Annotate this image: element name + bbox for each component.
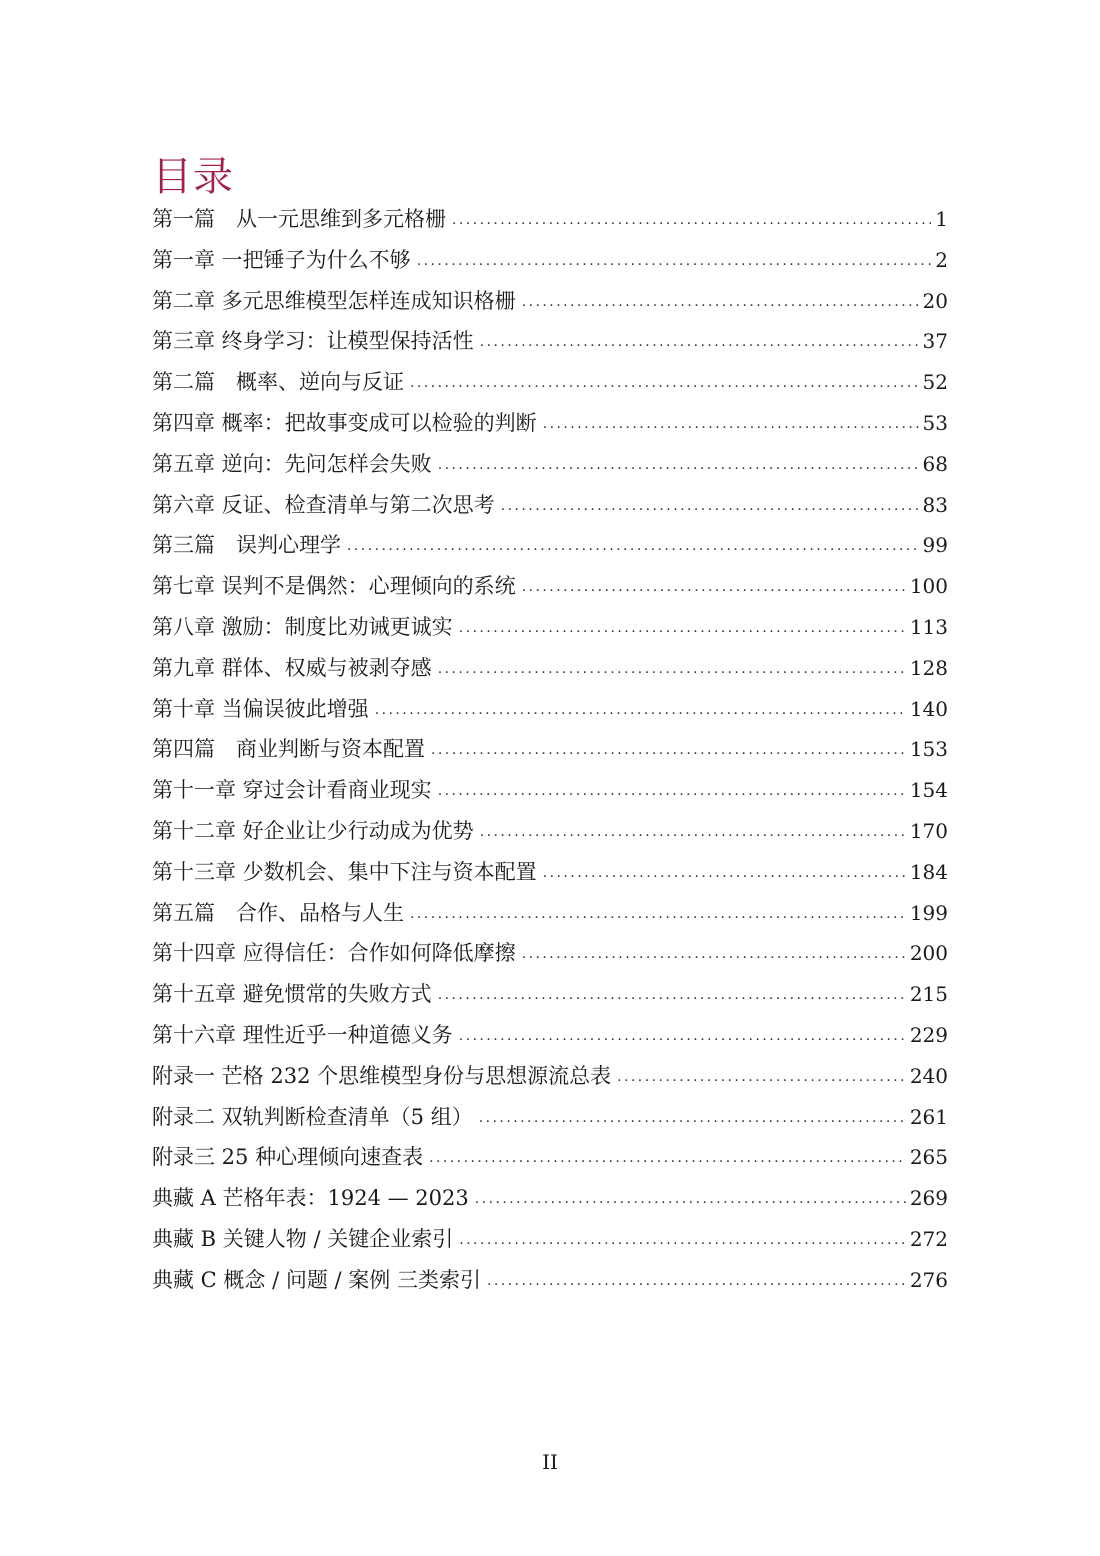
toc-entry[interactable] <box>152 1219 948 1260</box>
toc-entry-page-number: 68 <box>922 451 948 476</box>
toc-entry-label: 第三篇 误判心理学 <box>152 533 341 558</box>
toc-entry[interactable] <box>152 321 948 362</box>
toc-entry-page-number: 1 <box>935 207 948 231</box>
toc-entry-label: 第二章 多元思维模型怎样连成知识格栅 <box>152 288 516 313</box>
toc-entry[interactable] <box>152 729 948 770</box>
toc-entry-label: 第一篇 从一元思维到多元格栅 <box>152 207 446 231</box>
toc-entry-page-number: 272 <box>909 1226 948 1251</box>
toc-entry-page-number: 20 <box>922 288 948 313</box>
toc-entry-label: 第八章 激励：制度比劝诫更诚实 <box>152 614 453 639</box>
toc-leader-dots <box>480 319 919 363</box>
toc-entry-label: 第十章 当偏误彼此增强 <box>152 696 369 721</box>
toc-leader-dots <box>522 931 906 975</box>
toc-entry-page-number: 100 <box>909 574 948 599</box>
toc-entry[interactable] <box>152 689 948 730</box>
toc-entry[interactable] <box>152 485 948 526</box>
toc-leader-dots <box>522 564 906 608</box>
toc-leader-dots <box>438 768 906 812</box>
toc-entry-page-number: 83 <box>922 492 948 517</box>
toc-leader-dots <box>479 1095 906 1139</box>
toc-entry[interactable] <box>152 240 948 281</box>
toc-entry-page-number: 52 <box>922 370 948 395</box>
toc-entry[interactable] <box>152 770 948 811</box>
toc-entry[interactable] <box>152 1137 948 1178</box>
toc-entry[interactable] <box>152 974 948 1015</box>
toc-entry-page-number: 128 <box>909 655 948 680</box>
toc-leader-dots <box>431 727 906 771</box>
toc-leader-dots <box>475 1176 906 1220</box>
toc-entry-page-number: 184 <box>909 859 948 884</box>
toc-leader-dots <box>459 1217 906 1261</box>
toc-entry[interactable] <box>152 648 948 689</box>
toc-entry[interactable] <box>152 933 948 974</box>
toc-entry-label: 典藏 A 芒格年表：1924 — 2023 <box>152 1186 469 1211</box>
toc-entry-page-number: 37 <box>922 329 948 354</box>
toc-entry-page-number: 140 <box>909 696 948 721</box>
toc-entry-label: 附录一 芒格 232 个思维模型身份与思想源流总表 <box>152 1063 612 1088</box>
toc-entry-page-number: 99 <box>922 533 948 558</box>
toc-entry-label: 第十一章 穿过会计看商业现实 <box>152 778 432 803</box>
toc-entry[interactable] <box>152 811 948 852</box>
toc-leader-dots <box>417 238 932 282</box>
toc-leader-dots <box>543 850 906 894</box>
toc-entry-label: 典藏 B 关键人物 / 关键企业索引 <box>152 1226 454 1251</box>
toc-entry[interactable] <box>152 403 948 444</box>
toc-entry[interactable] <box>152 1015 948 1056</box>
toc-leader-dots <box>480 809 906 853</box>
toc-entry-label: 第十五章 避免惯常的失败方式 <box>152 982 432 1007</box>
toc-entry-label: 第十三章 少数机会、集中下注与资本配置 <box>152 859 537 884</box>
toc-leader-dots <box>429 1135 906 1179</box>
toc-entry-label: 第四篇 商业判断与资本配置 <box>152 737 425 762</box>
toc-entry[interactable] <box>152 281 948 322</box>
toc-entry-label: 第六章 反证、检查清单与第二次思考 <box>152 492 495 517</box>
toc-entry-label: 第五章 逆向：先问怎样会失败 <box>152 451 432 476</box>
page-title: 目录 <box>152 153 234 200</box>
table-of-contents <box>152 199 948 1301</box>
toc-entry-page-number: 154 <box>909 778 948 803</box>
toc-entry[interactable] <box>152 525 948 566</box>
toc-entry-page-number: 153 <box>909 737 948 762</box>
toc-entry-label: 第十二章 好企业让少行动成为优势 <box>152 818 474 843</box>
toc-entry-label: 典藏 C 概念 / 问题 / 案例 三类索引 <box>152 1267 481 1292</box>
toc-leader-dots <box>347 523 919 567</box>
toc-entry[interactable] <box>152 362 948 403</box>
toc-entry-page-number: 276 <box>909 1267 948 1292</box>
toc-entry-page-number: 261 <box>909 1104 948 1129</box>
toc-entry[interactable] <box>152 1097 948 1138</box>
toc-entry-label: 附录三 25 种心理倾向速查表 <box>152 1145 424 1170</box>
toc-entry-label: 第三章 终身学习：让模型保持活性 <box>152 329 474 354</box>
toc-entry-page-number: 215 <box>909 982 948 1007</box>
toc-entry[interactable] <box>152 444 948 485</box>
toc-entry[interactable] <box>152 566 948 607</box>
toc-leader-dots <box>375 687 906 731</box>
toc-entry-page-number: 265 <box>909 1145 948 1170</box>
toc-entry-label: 第五篇 合作、品格与人生 <box>152 900 404 925</box>
toc-entry-page-number: 229 <box>909 1022 948 1047</box>
toc-entry-label: 第九章 群体、权威与被剥夺感 <box>152 655 432 680</box>
toc-entry-label: 附录二 双轨判断检查清单（5 组） <box>152 1104 473 1129</box>
toc-leader-dots <box>487 1258 906 1302</box>
toc-leader-dots <box>438 442 919 486</box>
toc-entry-page-number: 170 <box>909 818 948 843</box>
toc-entry-label: 第十六章 理性近乎一种道德义务 <box>152 1022 453 1047</box>
toc-entry-page-number: 2 <box>935 247 948 272</box>
toc-entry[interactable] <box>152 607 948 648</box>
page-number: II <box>542 1450 558 1474</box>
toc-entry[interactable] <box>152 1260 948 1301</box>
toc-leader-dots <box>452 197 931 241</box>
toc-entry-page-number: 200 <box>909 941 948 966</box>
toc-leader-dots <box>501 483 919 527</box>
toc-entry-page-number: 240 <box>909 1063 948 1088</box>
toc-entry-label: 第一章 一把锤子为什么不够 <box>152 247 411 272</box>
toc-leader-dots <box>410 360 919 404</box>
toc-entry-label: 第七章 误判不是偶然：心理倾向的系统 <box>152 574 516 599</box>
toc-entry[interactable] <box>152 199 948 240</box>
toc-entry[interactable] <box>152 852 948 893</box>
toc-entry-label: 第四章 概率：把故事变成可以检验的判断 <box>152 410 537 435</box>
toc-entry[interactable] <box>152 1178 948 1219</box>
toc-entry[interactable] <box>152 1056 948 1097</box>
toc-entry-label: 第十四章 应得信任：合作如何降低摩擦 <box>152 941 516 966</box>
toc-leader-dots <box>522 279 919 323</box>
toc-entry-page-number: 53 <box>922 410 948 435</box>
toc-leader-dots <box>617 1054 906 1098</box>
toc-entry[interactable] <box>152 893 948 934</box>
toc-leader-dots <box>543 401 919 445</box>
toc-leader-dots <box>459 605 906 649</box>
toc-leader-dots <box>410 891 906 935</box>
toc-leader-dots <box>438 646 906 690</box>
toc-leader-dots <box>459 1013 906 1057</box>
toc-entry-label: 第二篇 概率、逆向与反证 <box>152 370 404 395</box>
toc-entry-page-number: 113 <box>909 614 948 639</box>
toc-leader-dots <box>438 972 906 1016</box>
toc-entry-page-number: 269 <box>909 1186 948 1211</box>
toc-entry-page-number: 199 <box>909 900 948 925</box>
